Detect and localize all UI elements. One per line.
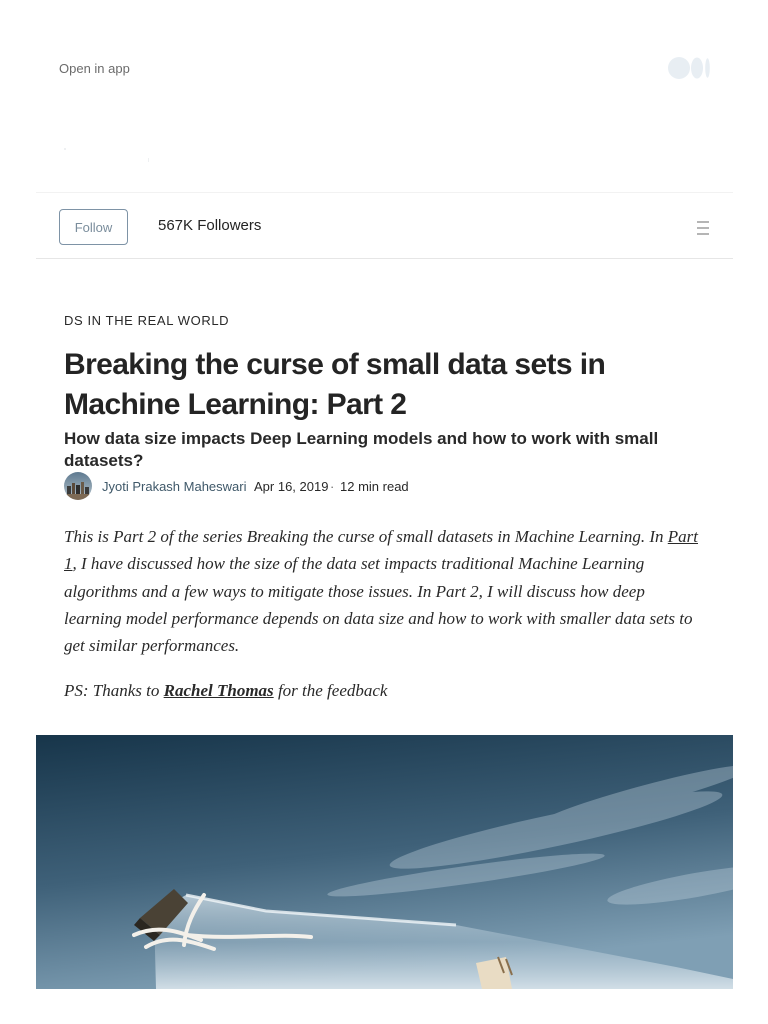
intro-text-after: , I have discussed how the size of the data set impacts traditional Machine Learning algorithms and a few ways to mitigate those issues. In Part 2, I will discuss how deep learning model performance depends on data size and how to work with smaller data sets to get similar performances.: [64, 554, 693, 656]
rachel-thomas-link[interactable]: Rachel Thomas: [163, 681, 274, 700]
part-1-link[interactable]: Part 1: [64, 527, 698, 574]
author-name-link[interactable]: Jyoti Prakash Maheswari: [102, 479, 247, 494]
article-kicker[interactable]: DS IN THE REAL WORLD: [64, 313, 230, 328]
article-title: Breaking the curse of small data sets in Machine Learning: Part 2: [64, 348, 606, 421]
author-avatar[interactable]: [64, 472, 92, 500]
open-in-app-link[interactable]: Open in app: [59, 61, 130, 76]
followers-count: 567K Followers: [158, 217, 262, 234]
byline: [64, 472, 704, 500]
byline-separator: ·: [330, 479, 335, 494]
follow-button[interactable]: Follow: [59, 209, 128, 245]
read-time: 12 min read: [340, 479, 409, 494]
thanks-paragraph: [64, 677, 706, 704]
article-subtitle: How data size impacts Deep Learning models and how to work with small datasets?: [64, 429, 659, 470]
publication-bar: [36, 192, 733, 259]
menu-icon[interactable]: [696, 220, 710, 236]
publish-date: Apr 16, 2019: [254, 479, 329, 494]
intro-paragraph: [64, 523, 706, 659]
thanks-text-before: PS: Thanks to: [64, 681, 164, 700]
publication-logo[interactable]: [64, 146, 154, 164]
medium-logo-icon[interactable]: [668, 57, 712, 79]
intro-text-before: This is Part 2 of the series Breaking the curse of small datasets in Machine Learning. In: [64, 527, 668, 546]
hero-image: [36, 735, 733, 989]
top-bar: [0, 0, 768, 110]
thanks-text-after: for the feedback: [273, 681, 388, 700]
